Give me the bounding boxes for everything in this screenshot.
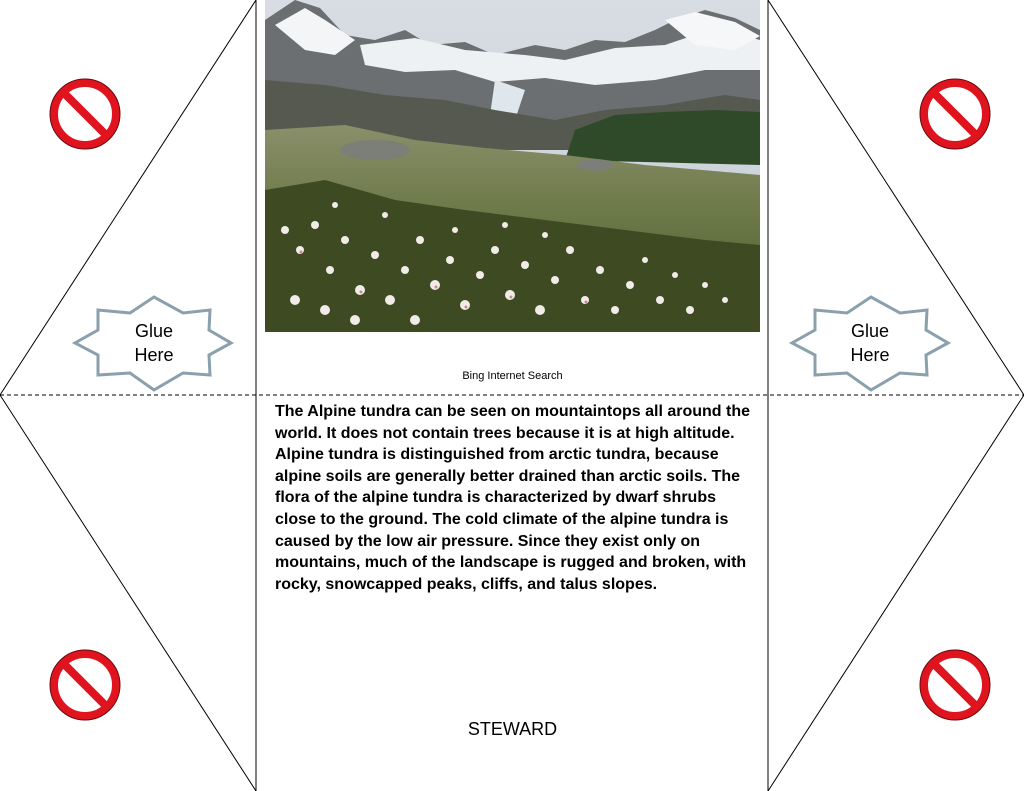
description-text: The Alpine tundra can be seen on mountaintops all around the world. It does not contain trees because it is at high altitude. Alpine tundra is distinguished from arctic tundra, because alpine soils are generally better drained than arctic soils. The flora of the alpine tundra is characterized by dwarf shrubs close to the ground. The cold climate of the alpine tundra is caused by the low air pressure. Since they exist only on mountains, much of the landscape is rugged and broken, with rocky, snowcapped peaks, cliffs, and talus slopes. bbox=[275, 403, 750, 593]
alpine-tundra-photo bbox=[265, 0, 760, 332]
no-symbol-icon bbox=[49, 78, 121, 150]
no-symbol-icon bbox=[49, 649, 121, 721]
left-lower-flap-edge bbox=[0, 395, 256, 791]
glue-label-left-line1: Glue bbox=[134, 321, 174, 341]
right-lower-flap-edge bbox=[768, 395, 1024, 791]
glue-label-left-line2: Here bbox=[134, 345, 174, 365]
no-symbol-icon bbox=[919, 78, 991, 150]
author-name: STEWARD bbox=[467, 719, 558, 739]
glue-label-right bbox=[810, 319, 930, 367]
glue-label-left bbox=[94, 319, 214, 367]
no-symbol-icon bbox=[919, 649, 991, 721]
glue-label-right-line1: Glue bbox=[850, 321, 890, 341]
glue-label-right-line2: Here bbox=[850, 345, 890, 365]
photo-credit: Bing Internet Search bbox=[462, 370, 563, 382]
